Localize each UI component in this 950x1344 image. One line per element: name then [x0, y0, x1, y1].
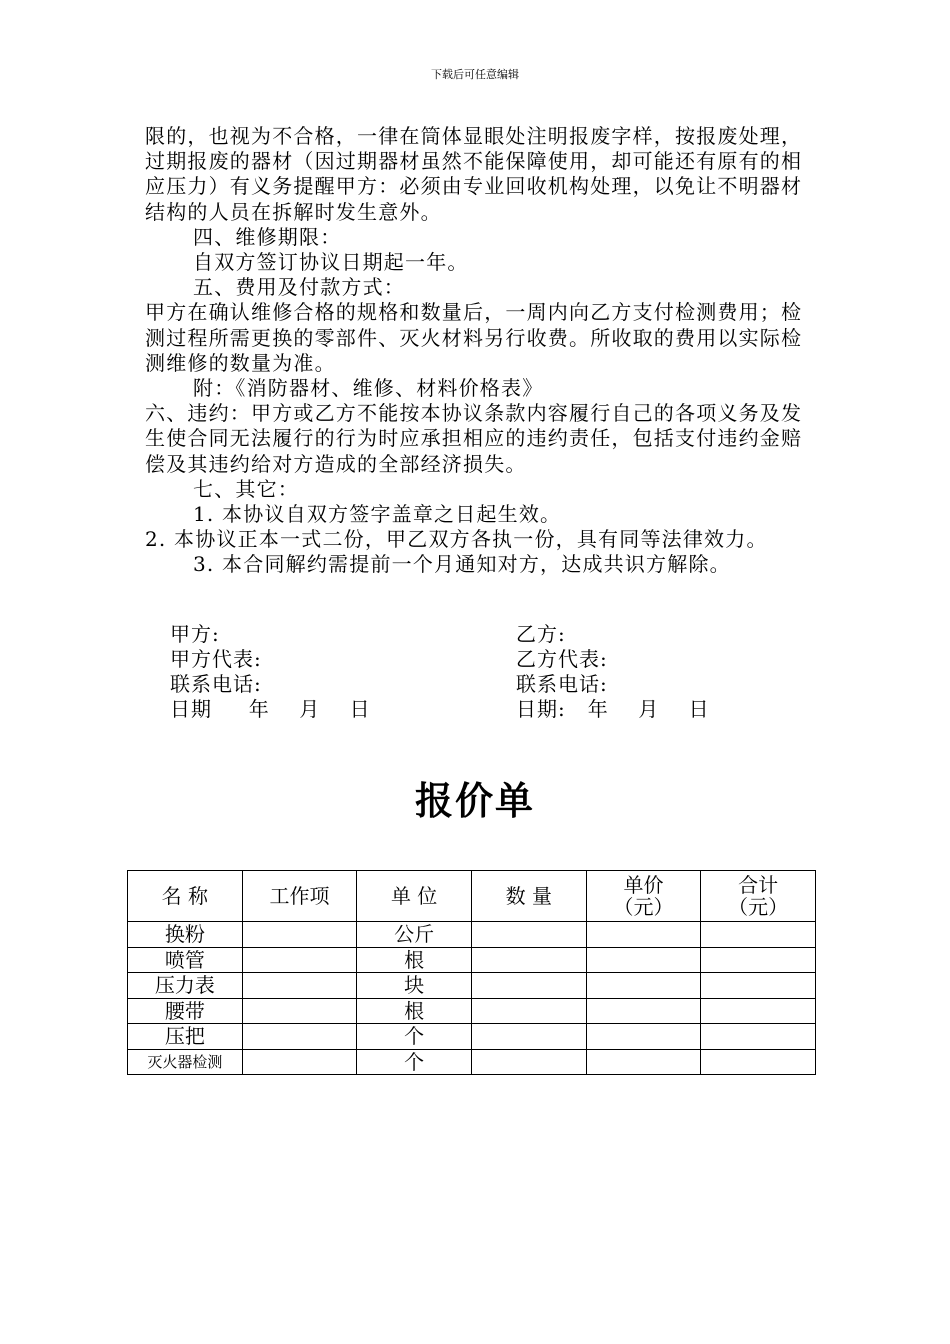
table-cell	[242, 922, 357, 948]
table-cell: 腰带	[128, 998, 243, 1024]
table-cell: 根	[357, 998, 472, 1024]
paragraph: 自双方签订协议日期起一年。	[193, 250, 469, 275]
party-a-date: 日期 年 月 日	[170, 697, 371, 721]
paragraph: 七、其它：	[193, 476, 299, 501]
table-header-cell: 数 量	[471, 871, 586, 922]
table-row	[128, 947, 816, 973]
table-cell	[701, 1024, 816, 1050]
page-header-note: 下载后可任意编辑	[431, 68, 519, 81]
paragraph: 附：《消防器材、维修、材料价格表》	[193, 376, 544, 401]
quote-title: 报价单	[414, 778, 535, 823]
paragraph: 3. 本合同解约需提前一个月通知对方，达成共识方解除。	[193, 552, 731, 577]
table-cell	[701, 973, 816, 999]
table-cell	[586, 973, 701, 999]
table-header-cell: 单价 （元）	[586, 871, 701, 922]
table-cell	[586, 947, 701, 973]
party-b-phone: 联系电话:	[516, 672, 608, 696]
table-cell	[242, 1024, 357, 1050]
contract-body	[145, 124, 810, 578]
table-header-cell: 工作项	[242, 871, 357, 922]
paragraph: 四、维修期限：	[193, 224, 342, 249]
table-cell: 喷管	[128, 947, 243, 973]
paragraph: 限的，也视为不合格，一律在筒体显眼处注明报废字样，按报废处理，过期报废的器材（因过期器材虽然不能保障使用，却可能还有原有的相应压力）有义务提醒甲方：必须由专业回收机构处理，以免让不明器材结构的人员在拆解时发生意外。	[145, 124, 803, 224]
table-cell: 压力表	[128, 973, 243, 999]
table-cell: 压把	[128, 1024, 243, 1050]
table-cell: 公斤	[357, 922, 472, 948]
table-cell: 换粉	[128, 922, 243, 948]
paragraph: 1. 本协议自双方签字盖章之日起生效。	[193, 502, 562, 527]
table-cell	[242, 1049, 357, 1075]
paragraph: 六、违约：甲方或乙方不能按本协议条款内容履行自己的各项义务及发生使合同无法履行的行为时应承担相应的违约责任，包括支付违约金赔偿及其违约给对方造成的全部经济损失。	[145, 401, 803, 476]
party-b-representative: 乙方代表:	[516, 647, 608, 671]
party-a-signature	[170, 622, 371, 722]
table-cell: 个	[357, 1049, 472, 1075]
party-a-name: 甲方:	[170, 622, 220, 646]
table-cell: 个	[357, 1024, 472, 1050]
table-cell	[586, 1049, 701, 1075]
table-cell	[471, 973, 586, 999]
table-cell	[701, 922, 816, 948]
paragraph: 五、费用及付款方式：	[193, 275, 405, 300]
table-header-cell: 单 位	[357, 871, 472, 922]
table-row	[128, 922, 816, 948]
table-cell	[471, 1049, 586, 1075]
table-cell	[242, 947, 357, 973]
table-cell	[471, 947, 586, 973]
table-cell	[242, 973, 357, 999]
quote-table	[127, 870, 816, 1075]
party-b-date: 日期: 年 月 日	[516, 697, 710, 721]
party-b-name: 乙方:	[516, 622, 566, 646]
table-cell	[701, 998, 816, 1024]
table-row	[128, 998, 816, 1024]
table-cell	[586, 1024, 701, 1050]
table-header-cell: 合计 （元）	[701, 871, 816, 922]
table-cell	[586, 998, 701, 1024]
table-cell	[471, 1024, 586, 1050]
table-row	[128, 973, 816, 999]
table-cell	[242, 998, 357, 1024]
table-header-cell: 名 称	[128, 871, 243, 922]
party-b-signature	[516, 622, 710, 722]
paragraph: 甲方在确认维修合格的规格和数量后，一周内向乙方支付检测费用；检测过程所需更换的零部件、灭火材料另行收费。所收取的费用以实际检测维修的数量为准。	[145, 300, 803, 375]
table-header-row	[128, 871, 816, 922]
table-cell	[471, 922, 586, 948]
table-cell	[701, 947, 816, 973]
table-cell	[701, 1049, 816, 1075]
party-a-representative: 甲方代表:	[170, 647, 262, 671]
table-cell	[586, 922, 701, 948]
party-a-phone: 联系电话:	[170, 672, 262, 696]
table-cell	[471, 998, 586, 1024]
paragraph: 2. 本协议正本一式二份，甲乙双方各执一份，具有同等法律效力。	[145, 527, 768, 552]
table-cell: 灭火器检测	[128, 1049, 243, 1075]
table-row	[128, 1024, 816, 1050]
table-cell: 块	[357, 973, 472, 999]
table-cell: 根	[357, 947, 472, 973]
table-row	[128, 1049, 816, 1075]
